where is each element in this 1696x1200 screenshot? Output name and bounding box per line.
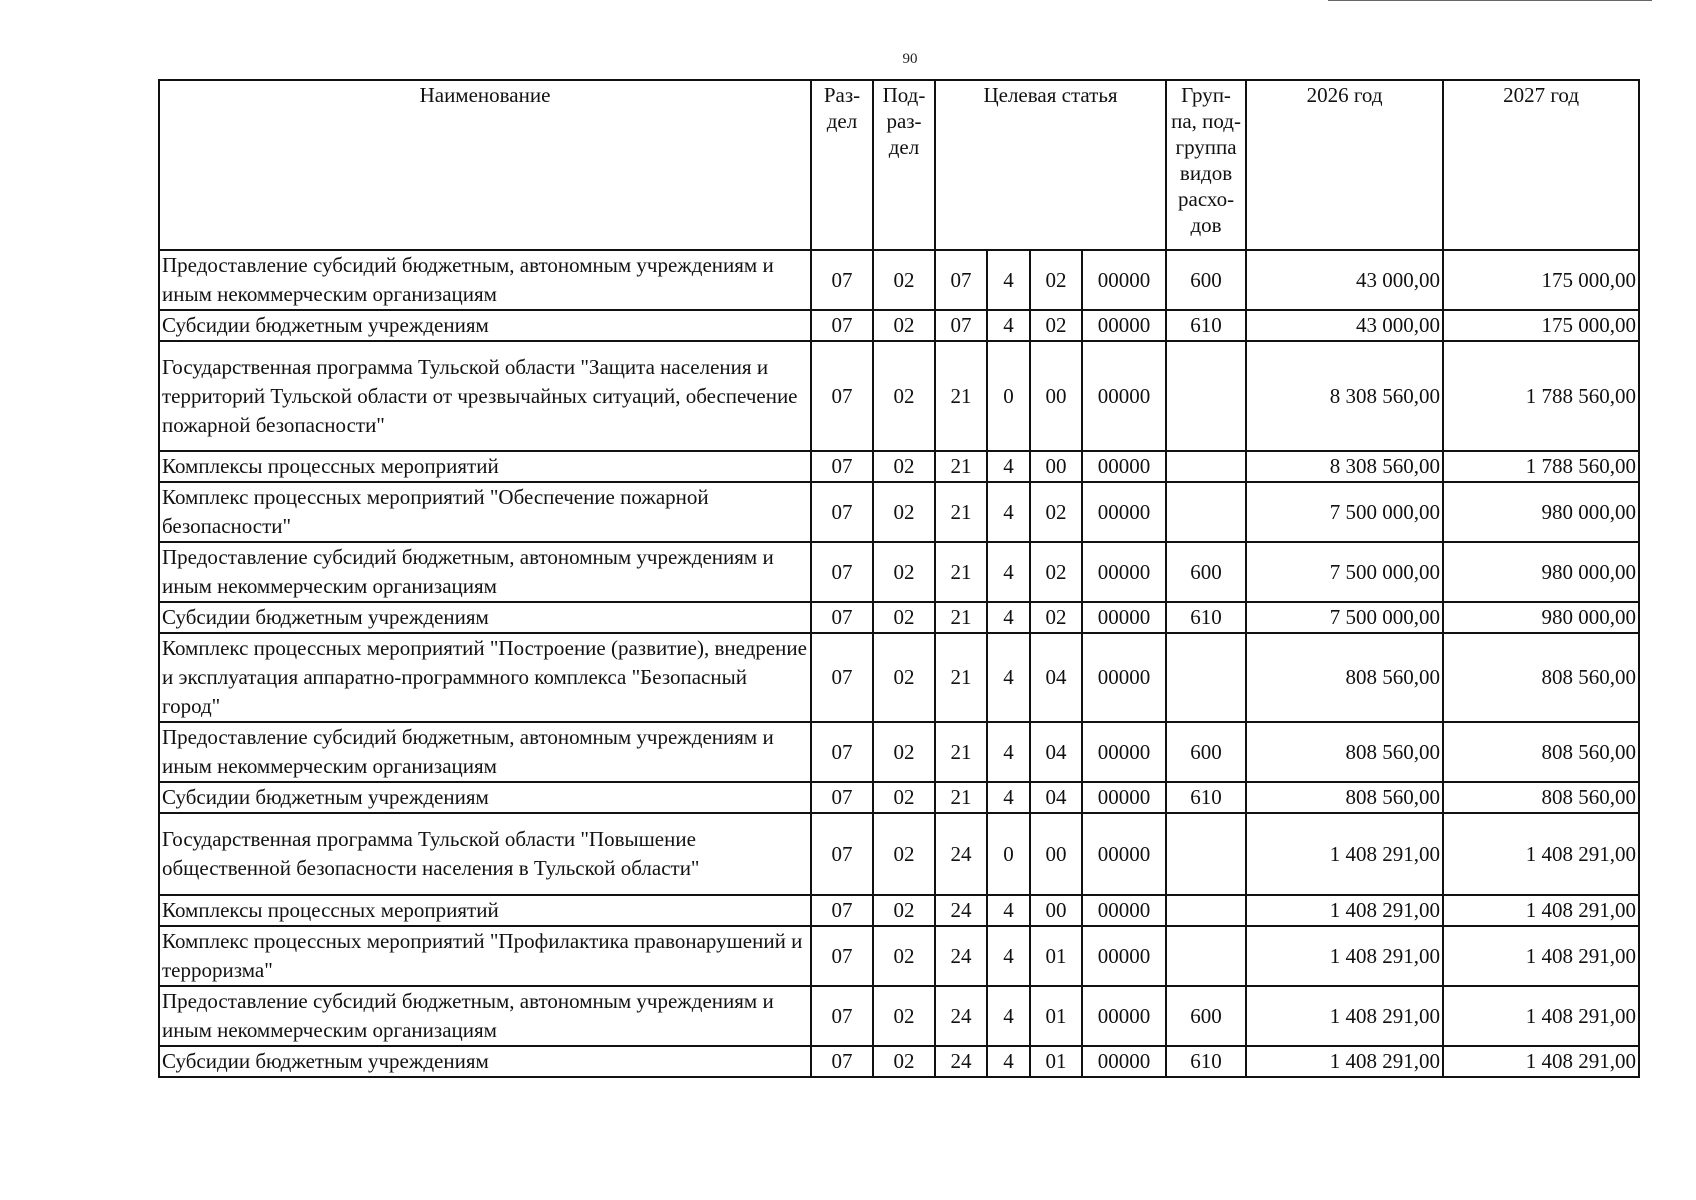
table-row [159, 451, 1639, 482]
row-target-direction: 00000 [1082, 1046, 1166, 1077]
row-expense-group: 610 [1166, 782, 1246, 813]
row-name: Субсидии бюджетным учреждениям [159, 782, 811, 813]
row-amount-2027: 1 788 560,00 [1443, 341, 1639, 451]
row-section: 07 [811, 895, 873, 926]
row-expense-group [1166, 633, 1246, 722]
row-name: Субсидии бюджетным учреждениям [159, 602, 811, 633]
row-amount-2027: 1 408 291,00 [1443, 986, 1639, 1046]
row-target-subprogram: 02 [1030, 482, 1082, 542]
row-target-direction: 00000 [1082, 722, 1166, 782]
table-row [159, 602, 1639, 633]
table-body [159, 250, 1639, 1077]
row-subsection: 02 [873, 1046, 935, 1077]
row-expense-group: 610 [1166, 1046, 1246, 1077]
page-number: 90 [902, 51, 918, 67]
row-amount-2027: 808 560,00 [1443, 633, 1639, 722]
row-expense-group: 600 [1166, 722, 1246, 782]
row-target-type: 0 [987, 813, 1030, 895]
row-expense-group [1166, 341, 1246, 451]
row-target-subprogram: 01 [1030, 926, 1082, 986]
table-row [159, 813, 1639, 895]
table-row [159, 633, 1639, 722]
table-row [159, 926, 1639, 986]
row-amount-2027: 980 000,00 [1443, 542, 1639, 602]
table-row [159, 986, 1639, 1046]
row-target-program: 24 [935, 926, 987, 986]
row-target-direction: 00000 [1082, 813, 1166, 895]
row-section: 07 [811, 722, 873, 782]
row-name: Комплексы процессных мероприятий [159, 451, 811, 482]
row-amount-2026: 1 408 291,00 [1246, 895, 1443, 926]
row-amount-2027: 980 000,00 [1443, 602, 1639, 633]
header-name: Наименование [159, 80, 811, 250]
row-amount-2026: 1 408 291,00 [1246, 1046, 1443, 1077]
row-target-subprogram: 00 [1030, 341, 1082, 451]
header-section: Раз- дел [811, 80, 873, 250]
row-target-program: 21 [935, 602, 987, 633]
row-section: 07 [811, 1046, 873, 1077]
row-amount-2026: 8 308 560,00 [1246, 451, 1443, 482]
row-target-subprogram: 00 [1030, 813, 1082, 895]
row-target-program: 21 [935, 542, 987, 602]
row-subsection: 02 [873, 542, 935, 602]
row-target-program: 21 [935, 782, 987, 813]
row-target-direction: 00000 [1082, 542, 1166, 602]
row-target-type: 4 [987, 250, 1030, 310]
row-section: 07 [811, 341, 873, 451]
row-amount-2027: 175 000,00 [1443, 250, 1639, 310]
row-name: Комплексы процессных мероприятий [159, 895, 811, 926]
row-target-type: 4 [987, 1046, 1030, 1077]
table-row [159, 782, 1639, 813]
row-amount-2027: 1 408 291,00 [1443, 1046, 1639, 1077]
row-subsection: 02 [873, 782, 935, 813]
header-year-2026: 2026 год [1246, 80, 1443, 250]
header-target-article: Целевая статья [935, 80, 1166, 250]
table-row [159, 341, 1639, 451]
row-target-type: 0 [987, 341, 1030, 451]
row-name: Субсидии бюджетным учреждениям [159, 1046, 811, 1077]
row-target-subprogram: 04 [1030, 722, 1082, 782]
row-section: 07 [811, 602, 873, 633]
row-name: Комплекс процессных мероприятий "Построение (развитие), внедрение и эксплуатация аппаратно-программного комплекса "Безопасный город" [159, 633, 811, 722]
row-target-direction: 00000 [1082, 602, 1166, 633]
header-year-2027: 2027 год [1443, 80, 1639, 250]
row-target-type: 4 [987, 986, 1030, 1046]
row-target-direction: 00000 [1082, 782, 1166, 813]
row-amount-2026: 7 500 000,00 [1246, 602, 1443, 633]
row-subsection: 02 [873, 722, 935, 782]
row-subsection: 02 [873, 895, 935, 926]
row-target-direction: 00000 [1082, 451, 1166, 482]
row-subsection: 02 [873, 451, 935, 482]
row-section: 07 [811, 250, 873, 310]
row-target-program: 24 [935, 1046, 987, 1077]
row-target-direction: 00000 [1082, 633, 1166, 722]
row-subsection: 02 [873, 813, 935, 895]
row-expense-group: 610 [1166, 602, 1246, 633]
row-target-direction: 00000 [1082, 250, 1166, 310]
header-subsection: Под- раз- дел [873, 80, 935, 250]
row-target-type: 4 [987, 310, 1030, 341]
row-target-type: 4 [987, 482, 1030, 542]
row-section: 07 [811, 542, 873, 602]
row-name: Комплекс процессных мероприятий "Профилактика правонарушений и терроризма" [159, 926, 811, 986]
row-target-direction: 00000 [1082, 926, 1166, 986]
row-target-subprogram: 01 [1030, 1046, 1082, 1077]
row-target-type: 4 [987, 451, 1030, 482]
row-subsection: 02 [873, 633, 935, 722]
row-name: Предоставление субсидий бюджетным, автономным учреждениям и иным некоммерческим организациям [159, 722, 811, 782]
table-row [159, 250, 1639, 310]
row-target-program: 24 [935, 895, 987, 926]
row-target-subprogram: 04 [1030, 782, 1082, 813]
row-expense-group: 600 [1166, 250, 1246, 310]
table-row [159, 722, 1639, 782]
row-target-program: 21 [935, 633, 987, 722]
table-row [159, 542, 1639, 602]
table-header-row [159, 80, 1639, 250]
row-target-program: 21 [935, 482, 987, 542]
row-target-subprogram: 04 [1030, 633, 1082, 722]
table-row [159, 1046, 1639, 1077]
row-target-program: 24 [935, 986, 987, 1046]
row-section: 07 [811, 633, 873, 722]
row-section: 07 [811, 782, 873, 813]
row-section: 07 [811, 813, 873, 895]
row-target-direction: 00000 [1082, 895, 1166, 926]
row-amount-2027: 808 560,00 [1443, 722, 1639, 782]
row-subsection: 02 [873, 341, 935, 451]
row-amount-2026: 808 560,00 [1246, 633, 1443, 722]
row-target-subprogram: 02 [1030, 602, 1082, 633]
row-amount-2026: 1 408 291,00 [1246, 926, 1443, 986]
row-subsection: 02 [873, 602, 935, 633]
row-amount-2027: 1 408 291,00 [1443, 895, 1639, 926]
row-expense-group [1166, 482, 1246, 542]
row-amount-2027: 808 560,00 [1443, 782, 1639, 813]
row-expense-group [1166, 813, 1246, 895]
row-section: 07 [811, 986, 873, 1046]
row-amount-2026: 1 408 291,00 [1246, 986, 1443, 1046]
row-target-direction: 00000 [1082, 482, 1166, 542]
row-amount-2027: 980 000,00 [1443, 482, 1639, 542]
row-expense-group [1166, 451, 1246, 482]
table-row [159, 482, 1639, 542]
row-amount-2027: 1 788 560,00 [1443, 451, 1639, 482]
row-target-type: 4 [987, 895, 1030, 926]
row-section: 07 [811, 310, 873, 341]
row-target-subprogram: 02 [1030, 542, 1082, 602]
row-target-subprogram: 02 [1030, 250, 1082, 310]
row-amount-2027: 175 000,00 [1443, 310, 1639, 341]
row-target-subprogram: 00 [1030, 895, 1082, 926]
row-name: Предоставление субсидий бюджетным, автономным учреждениям и иным некоммерческим организациям [159, 250, 811, 310]
row-section: 07 [811, 926, 873, 986]
row-subsection: 02 [873, 250, 935, 310]
row-name: Предоставление субсидий бюджетным, автономным учреждениям и иным некоммерческим организациям [159, 542, 811, 602]
budget-table [158, 79, 1640, 1078]
row-name: Государственная программа Тульской области "Повышение общественной безопасности населения в Тульской области" [159, 813, 811, 895]
row-target-program: 21 [935, 341, 987, 451]
row-target-direction: 00000 [1082, 310, 1166, 341]
row-target-type: 4 [987, 542, 1030, 602]
row-name: Субсидии бюджетным учреждениям [159, 310, 811, 341]
row-target-program: 24 [935, 813, 987, 895]
table-row [159, 310, 1639, 341]
top-rule [1328, 0, 1652, 1]
row-target-program: 07 [935, 250, 987, 310]
row-target-program: 07 [935, 310, 987, 341]
row-amount-2026: 8 308 560,00 [1246, 341, 1443, 451]
row-target-direction: 00000 [1082, 986, 1166, 1046]
row-name: Комплекс процессных мероприятий "Обеспечение пожарной безопасности" [159, 482, 811, 542]
row-name: Государственная программа Тульской области "Защита населения и территорий Тульской области от чрезвычайных ситуаций, обеспечение пожарной безопасности" [159, 341, 811, 451]
row-amount-2027: 1 408 291,00 [1443, 813, 1639, 895]
row-name: Предоставление субсидий бюджетным, автономным учреждениям и иным некоммерческим организациям [159, 986, 811, 1046]
row-subsection: 02 [873, 310, 935, 341]
header-expense-group: Груп- па, под- группа видов расхо- дов [1166, 80, 1246, 250]
row-target-type: 4 [987, 633, 1030, 722]
row-section: 07 [811, 451, 873, 482]
row-expense-group: 600 [1166, 542, 1246, 602]
row-expense-group: 600 [1166, 986, 1246, 1046]
row-amount-2026: 808 560,00 [1246, 722, 1443, 782]
row-target-type: 4 [987, 926, 1030, 986]
row-target-type: 4 [987, 722, 1030, 782]
row-amount-2026: 1 408 291,00 [1246, 813, 1443, 895]
row-target-subprogram: 01 [1030, 986, 1082, 1046]
row-amount-2027: 1 408 291,00 [1443, 926, 1639, 986]
row-target-program: 21 [935, 722, 987, 782]
row-amount-2026: 43 000,00 [1246, 250, 1443, 310]
row-subsection: 02 [873, 986, 935, 1046]
row-subsection: 02 [873, 926, 935, 986]
row-subsection: 02 [873, 482, 935, 542]
row-target-program: 21 [935, 451, 987, 482]
row-amount-2026: 808 560,00 [1246, 782, 1443, 813]
row-amount-2026: 7 500 000,00 [1246, 542, 1443, 602]
row-target-type: 4 [987, 602, 1030, 633]
row-target-subprogram: 02 [1030, 310, 1082, 341]
row-target-direction: 00000 [1082, 341, 1166, 451]
row-expense-group [1166, 895, 1246, 926]
row-target-type: 4 [987, 782, 1030, 813]
row-target-subprogram: 00 [1030, 451, 1082, 482]
row-expense-group: 610 [1166, 310, 1246, 341]
row-expense-group [1166, 926, 1246, 986]
row-section: 07 [811, 482, 873, 542]
row-amount-2026: 43 000,00 [1246, 310, 1443, 341]
table-row [159, 895, 1639, 926]
row-amount-2026: 7 500 000,00 [1246, 482, 1443, 542]
